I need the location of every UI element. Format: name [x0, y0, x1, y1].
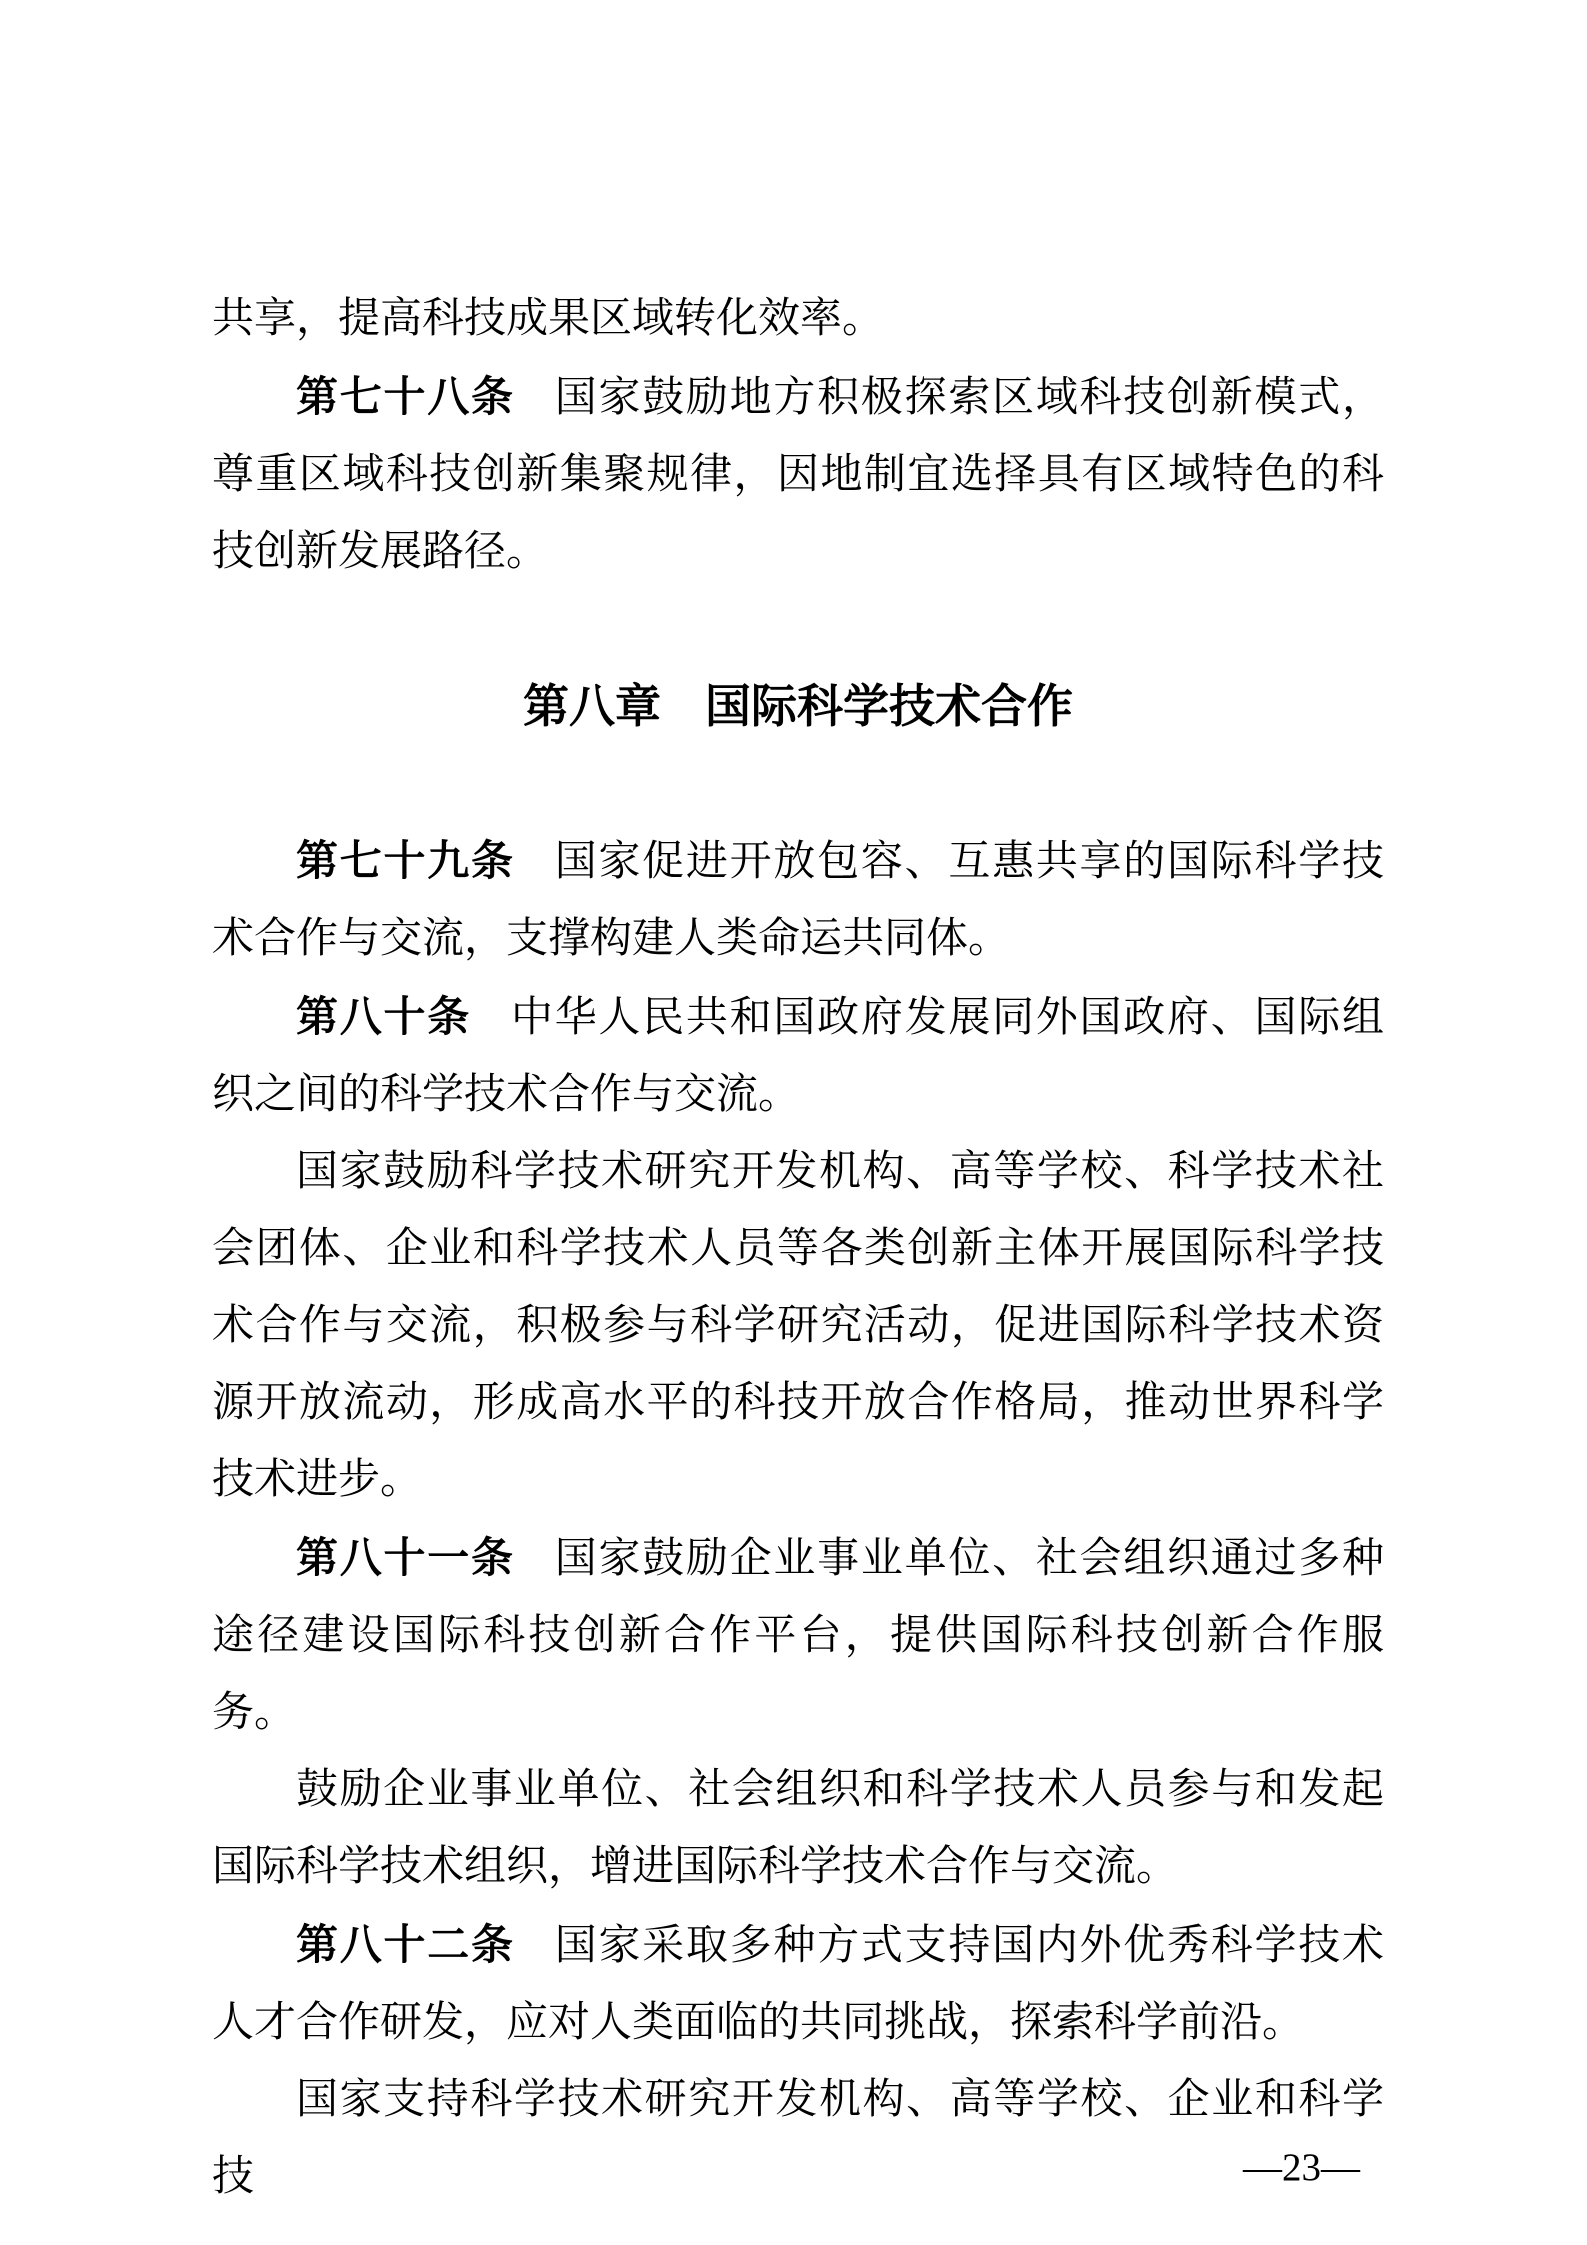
paragraph-article-78 [212, 358, 1384, 591]
article-81-number: 第八十一条 [296, 1534, 515, 1581]
paragraph-article-81 [212, 1519, 1384, 1752]
paragraph-article-80 [212, 978, 1384, 1134]
page-content [212, 281, 1384, 2216]
article-80-text: 中华人民共和国政府发展同外国政府、国际组织之间的科学技术合作与交流。 [212, 995, 1384, 1118]
article-80-number: 第八十条 [296, 993, 471, 1040]
paragraph-article-82-clause-2: 国家支持科学技术研究开发机构、高等学校、企业和科学技 [212, 2077, 1384, 2200]
article-79-number: 第七十九条 [296, 837, 515, 884]
chapter-number: 第八章 [523, 680, 661, 732]
article-82-text: 国家采取多种方式支持国内外优秀科学技术人才合作研发，应对人类面临的共同挑战，探索科学前沿。 [212, 1923, 1384, 2046]
paragraph-continuation: 共享，提高科技成果区域转化效率。 [212, 296, 885, 342]
paragraph-article-80-clause-2: 国家鼓励科学技术研究开发机构、高等学校、科学技术社会团体、企业和科学技术人员等各类创新主体开展国际科学技术合作与交流，积极参与科学研究活动，促进国际科学技术资源开放流动，形成高水平的科技开放合作格局，推动世界科学技术进步。 [212, 1149, 1384, 1503]
paragraph-article-79 [212, 822, 1384, 978]
page-number: —23— [1243, 2146, 1360, 2189]
chapter-title: 国际科学技术合作 [705, 680, 1073, 732]
article-79-text: 国家促进开放包容、互惠共享的国际科学技术合作与交流，支撑构建人类命运共同体。 [212, 839, 1384, 962]
paragraph-article-82 [212, 1906, 1384, 2062]
article-78-number: 第七十八条 [296, 373, 515, 420]
article-81-text: 国家鼓励企业事业单位、社会组织通过多种途径建设国际科技创新合作平台，提供国际科技创新合作服务。 [212, 1536, 1384, 1736]
article-78-text: 国家鼓励地方积极探索区域科技创新模式，尊重区域科技创新集聚规律，因地制宜选择具有区域特色的科技创新发展路径。 [212, 375, 1384, 575]
chapter-heading [212, 668, 1384, 745]
article-82-number: 第八十二条 [296, 1921, 515, 1968]
paragraph-article-81-clause-2: 鼓励企业事业单位、社会组织和科学技术人员参与和发起国际科学技术组织，增进国际科学技术合作与交流。 [212, 1767, 1384, 1890]
